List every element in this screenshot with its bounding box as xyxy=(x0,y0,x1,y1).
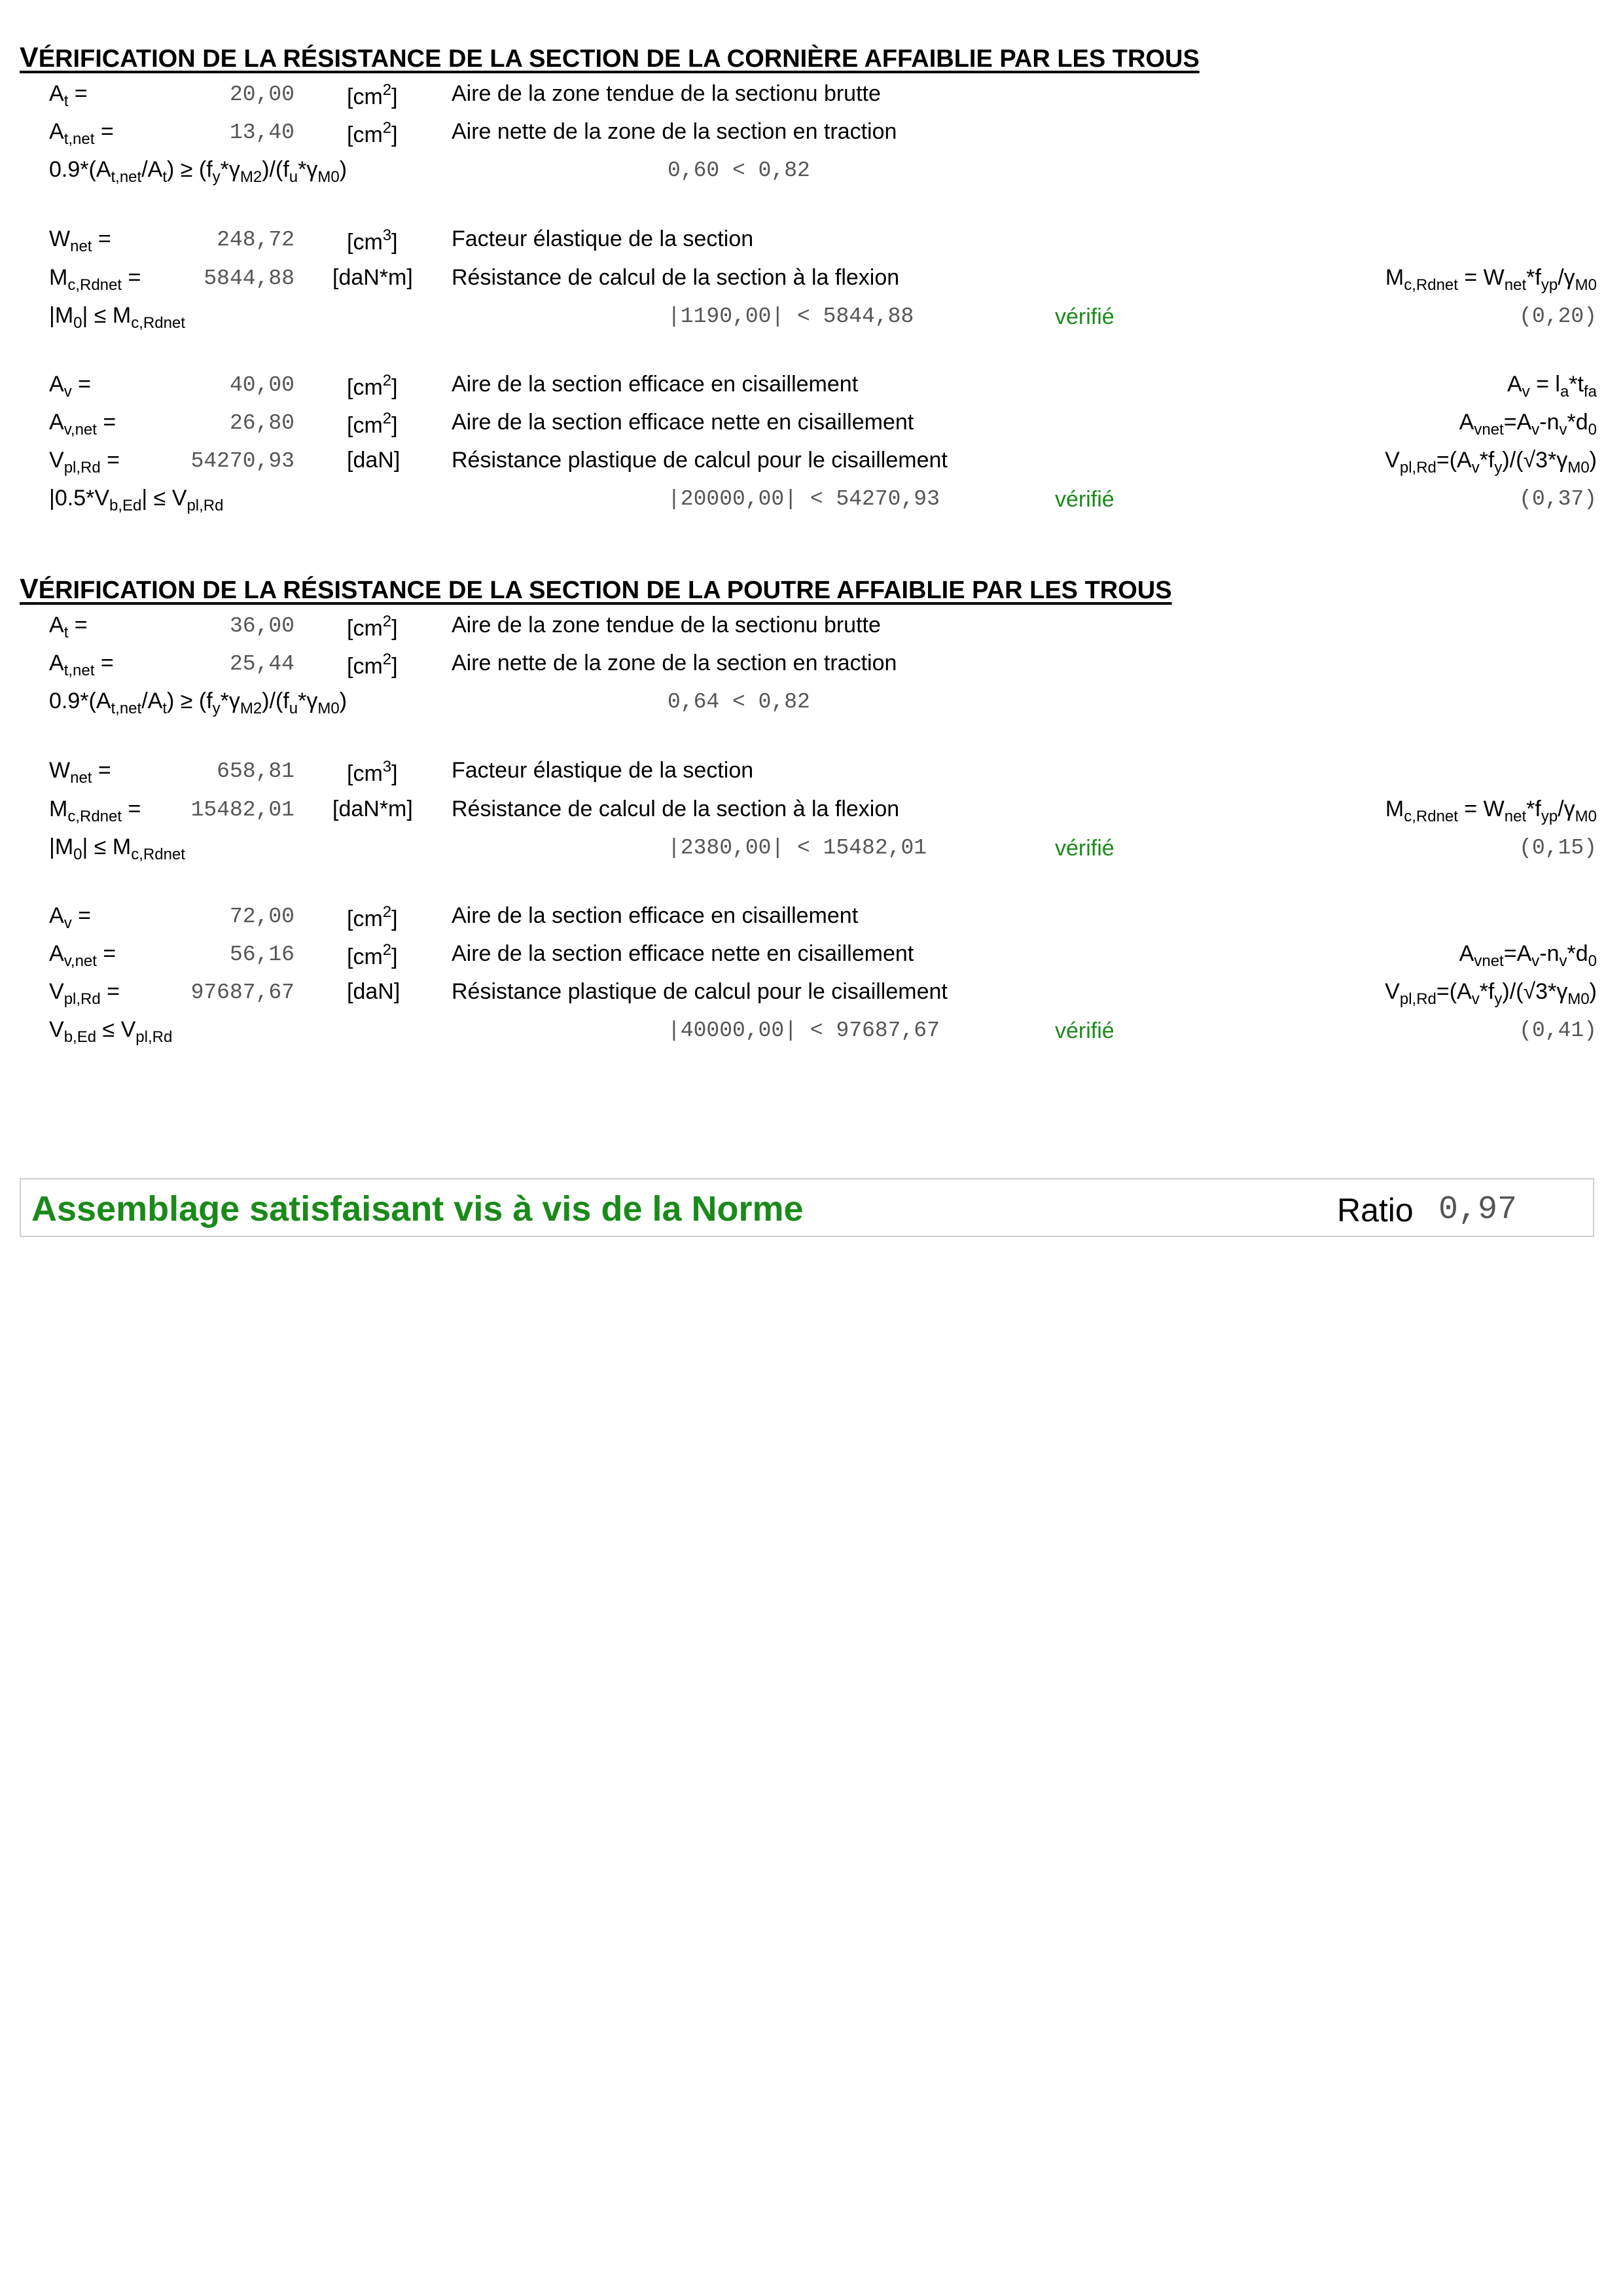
unit-at: $[cm^2]$ xyxy=(347,613,398,641)
status-check2: vérifié xyxy=(1055,304,1115,329)
unit-vpl: [daN] xyxy=(347,448,401,473)
unit-av: $[cm^2]$ xyxy=(347,372,398,400)
formula-mc: $M_{c,Rdnet} = W_{net}*f_{yp}/\gamma_{M0}$ xyxy=(1385,265,1597,294)
value-vpl: 54270,93 xyxy=(190,449,294,473)
formula-mc: $M_{c,Rdnet} = W_{net}*f_{yp}/\gamma_{M0}$ xyxy=(1385,797,1597,825)
desc-av: Aire de la section efficace en cisaillement xyxy=(452,903,859,928)
label-mc: $M_{c,Rdnet}$ = xyxy=(49,265,141,294)
unit-avnet: $[cm^2]$ xyxy=(347,410,398,438)
s2-row-avnet xyxy=(0,941,1623,979)
compare-check2: |2380,00| < 15482,01 xyxy=(668,836,927,860)
label-avnet: $A_{v,net}$ = xyxy=(49,941,116,970)
desc-avnet: Aire de la section efficace nette en cisaillement xyxy=(452,410,914,435)
label-atnet: $A_{t,net}$ = xyxy=(49,651,114,679)
desc-wnet: Facteur élastique de la section xyxy=(452,758,754,783)
s2-row-at xyxy=(0,613,1623,651)
unit-at: $[cm^2]$ xyxy=(347,81,398,109)
formula-avnet: $A_{vnet}=A_v-n_v*d_0$ xyxy=(1459,941,1597,970)
label-check2: $|M_0| \le M_{c,Rdnet}$ xyxy=(49,303,185,332)
desc-mc: Résistance de calcul de la section à la flexion xyxy=(452,797,900,821)
status-check3: vérifié xyxy=(1055,487,1115,512)
desc-av: Aire de la section efficace en cisaillement xyxy=(452,372,859,397)
value-atnet: 13,40 xyxy=(229,120,294,145)
s1-row-av xyxy=(0,372,1623,410)
unit-wnet: $[cm^3]$ xyxy=(347,226,398,255)
unit-atnet: $[cm^2]$ xyxy=(347,651,398,679)
value-mc: 15482,01 xyxy=(190,798,294,822)
conclusion-box xyxy=(20,1178,1594,1237)
formula-vpl: $V_{pl,Rd}=(A_v*f_y)/(√3*\gamma_{M0})$ xyxy=(1385,448,1597,476)
unit-mc: [daN*m] xyxy=(332,797,413,821)
desc-wnet: Facteur élastique de la section xyxy=(452,226,754,251)
label-wnet: $W_{net}$ = xyxy=(49,226,111,255)
value-at: 20,00 xyxy=(229,82,294,107)
desc-vpl: Résistance plastique de calcul pour le cisaillement xyxy=(452,979,948,1004)
formula-av: $A_v = l_a*t_{fa}$ xyxy=(1507,372,1597,401)
ratio-label: Ratio xyxy=(1337,1192,1414,1229)
label-at: $A_t$ = xyxy=(49,81,88,110)
ratio-value: 0,97 xyxy=(1438,1191,1518,1229)
ratio-check3: (0,37) xyxy=(1519,487,1597,511)
s1-row-vpl xyxy=(0,448,1623,486)
value-av: 72,00 xyxy=(229,905,294,929)
s2-row-mc xyxy=(0,797,1623,834)
s2-row-check1 xyxy=(0,689,1623,726)
value-wnet: 658,81 xyxy=(217,759,294,783)
ratio-check2: (0,15) xyxy=(1519,836,1597,860)
value-vpl: 97687,67 xyxy=(190,980,294,1005)
s1-row-wnet xyxy=(0,226,1623,264)
label-wnet: $W_{net}$ = xyxy=(49,758,111,787)
value-avnet: 56,16 xyxy=(229,942,294,967)
section1-title: VÉRIFICATION DE LA RÉSISTANCE DE LA SECTION DE LA CORNIÈRE AFFAIBLIE PAR LES TROUS xyxy=(20,42,1200,73)
compare-check1: 0,60 < 0,82 xyxy=(668,158,810,183)
desc-mc: Résistance de calcul de la section à la flexion xyxy=(452,265,900,290)
desc-at: Aire de la zone tendue de la sectionu brutte xyxy=(452,613,881,637)
status-check2: vérifié xyxy=(1055,836,1115,861)
label-av: $A_v$ = xyxy=(49,903,91,932)
value-av: 40,00 xyxy=(229,373,294,397)
s2-row-av xyxy=(0,903,1623,941)
value-mc: 5844,88 xyxy=(204,266,294,291)
s2-row-check2 xyxy=(0,834,1623,872)
s2-row-wnet xyxy=(0,758,1623,796)
label-at: $A_t$ = xyxy=(49,613,88,641)
label-check2: $|M_0| \le M_{c,Rdnet}$ xyxy=(49,834,185,863)
label-atnet: $A_{t,net}$ = xyxy=(49,119,114,148)
desc-avnet: Aire de la section efficace nette en cisaillement xyxy=(452,941,914,966)
value-wnet: 248,72 xyxy=(217,228,294,252)
unit-avnet: $[cm^2]$ xyxy=(347,941,398,969)
desc-atnet: Aire nette de la zone de la section en traction xyxy=(452,651,897,675)
conclusion-text: Assemblage satisfaisant vis à vis de la Norme xyxy=(31,1189,804,1229)
compare-check3: |20000,00| < 54270,93 xyxy=(668,487,940,511)
unit-av: $[cm^2]$ xyxy=(347,903,398,931)
compare-check1: 0,64 < 0,82 xyxy=(668,690,810,714)
label-check1: $0.9*(A_{t,net}/A_t) \ge (f_y*\gamma_{M2})/(f_u*\gamma_{M0})$ xyxy=(49,157,348,186)
desc-at: Aire de la zone tendue de la sectionu brutte xyxy=(452,81,881,106)
s1-row-check3 xyxy=(0,486,1623,524)
unit-vpl: [daN] xyxy=(347,979,401,1004)
value-at: 36,00 xyxy=(229,614,294,638)
s2-row-check3 xyxy=(0,1017,1623,1055)
s2-row-atnet xyxy=(0,651,1623,689)
ratio-check2: (0,20) xyxy=(1519,304,1597,329)
status-check3: vérifié xyxy=(1055,1018,1115,1043)
label-check3: $|0.5*V_{b,Ed}| \le V_{pl,Rd}$ xyxy=(49,486,224,514)
s1-row-check1 xyxy=(0,157,1623,195)
unit-atnet: $[cm^2]$ xyxy=(347,119,398,147)
label-vpl: $V_{pl,Rd}$ = xyxy=(49,448,120,476)
ratio-check3: (0,41) xyxy=(1519,1018,1597,1043)
value-avnet: 26,80 xyxy=(229,411,294,435)
desc-atnet: Aire nette de la zone de la section en traction xyxy=(452,119,897,144)
label-check1: $0.9*(A_{t,net}/A_t) \ge (f_y*\gamma_{M2})/(f_u*\gamma_{M0})$ xyxy=(49,689,348,717)
unit-mc: [daN*m] xyxy=(332,265,413,290)
compare-check2: |1190,00| < 5844,88 xyxy=(668,304,914,329)
label-avnet: $A_{v,net}$ = xyxy=(49,410,116,439)
s1-row-avnet xyxy=(0,410,1623,448)
label-vpl: $V_{pl,Rd}$ = xyxy=(49,979,120,1008)
compare-check3: |40000,00| < 97687,67 xyxy=(668,1018,940,1043)
s2-row-vpl xyxy=(0,979,1623,1017)
section2-title: VÉRIFICATION DE LA RÉSISTANCE DE LA SECTION DE LA POUTRE AFFAIBLIE PAR LES TROUS xyxy=(20,573,1172,605)
value-atnet: 25,44 xyxy=(229,652,294,676)
s1-row-atnet xyxy=(0,119,1623,157)
unit-wnet: $[cm^3]$ xyxy=(347,758,398,786)
label-av: $A_v$ = xyxy=(49,372,91,401)
s1-row-check2 xyxy=(0,303,1623,341)
label-check3: $V_{b,Ed} \le V_{pl,Rd}$ xyxy=(49,1017,173,1046)
formula-avnet: $A_{vnet}=A_v-n_v*d_0$ xyxy=(1459,410,1597,439)
desc-vpl: Résistance plastique de calcul pour le cisaillement xyxy=(452,448,948,473)
formula-vpl: $V_{pl,Rd}=(A_v*f_y)/(√3*\gamma_{M0})$ xyxy=(1385,979,1597,1008)
s1-row-mc xyxy=(0,265,1623,303)
label-mc: $M_{c,Rdnet}$ = xyxy=(49,797,141,825)
s1-row-at xyxy=(0,81,1623,119)
